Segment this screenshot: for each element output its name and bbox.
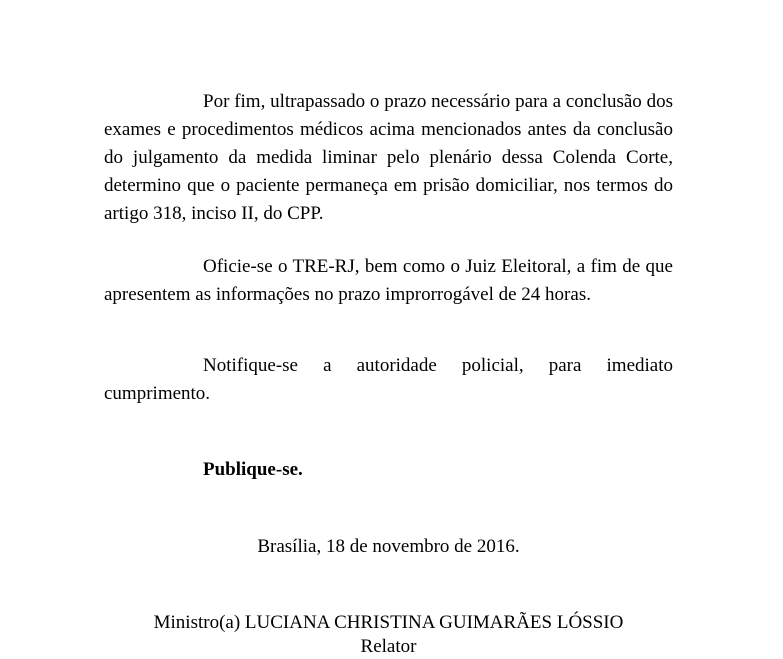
signature-name: Ministro(a) LUCIANA CHRISTINA GUIMARÃES LÓSSIO [153, 612, 624, 633]
dateline: Brasília, 18 de novembro de 2016. [257, 536, 520, 557]
paragraph-prisao-domiciliar: Por fim, ultrapassado o prazo necessário para a conclusão dos exames e procedimentos médicos acima mencionados antes da conclusão do julgamento da medida liminar pelo plenário dessa Colenda Corte, determino que o paciente permaneça em prisão domiciliar, nos termos do artigo 318, inciso II, do CPP. [104, 91, 673, 224]
paragraph-oficie-se: Oficie-se o TRE-RJ, bem como o Juiz Eleitoral, a fim de que apresentem as informações no prazo improrrogável de 24 horas. [104, 256, 673, 305]
signature-block [104, 611, 673, 659]
paragraph-publique-se: Publique-se. [203, 459, 303, 480]
signature-role: Relator [360, 636, 417, 657]
document-body [104, 88, 673, 659]
paragraph-notifique-se: Notifique-se a autoridade policial, para imediato cumprimento. [104, 355, 673, 404]
